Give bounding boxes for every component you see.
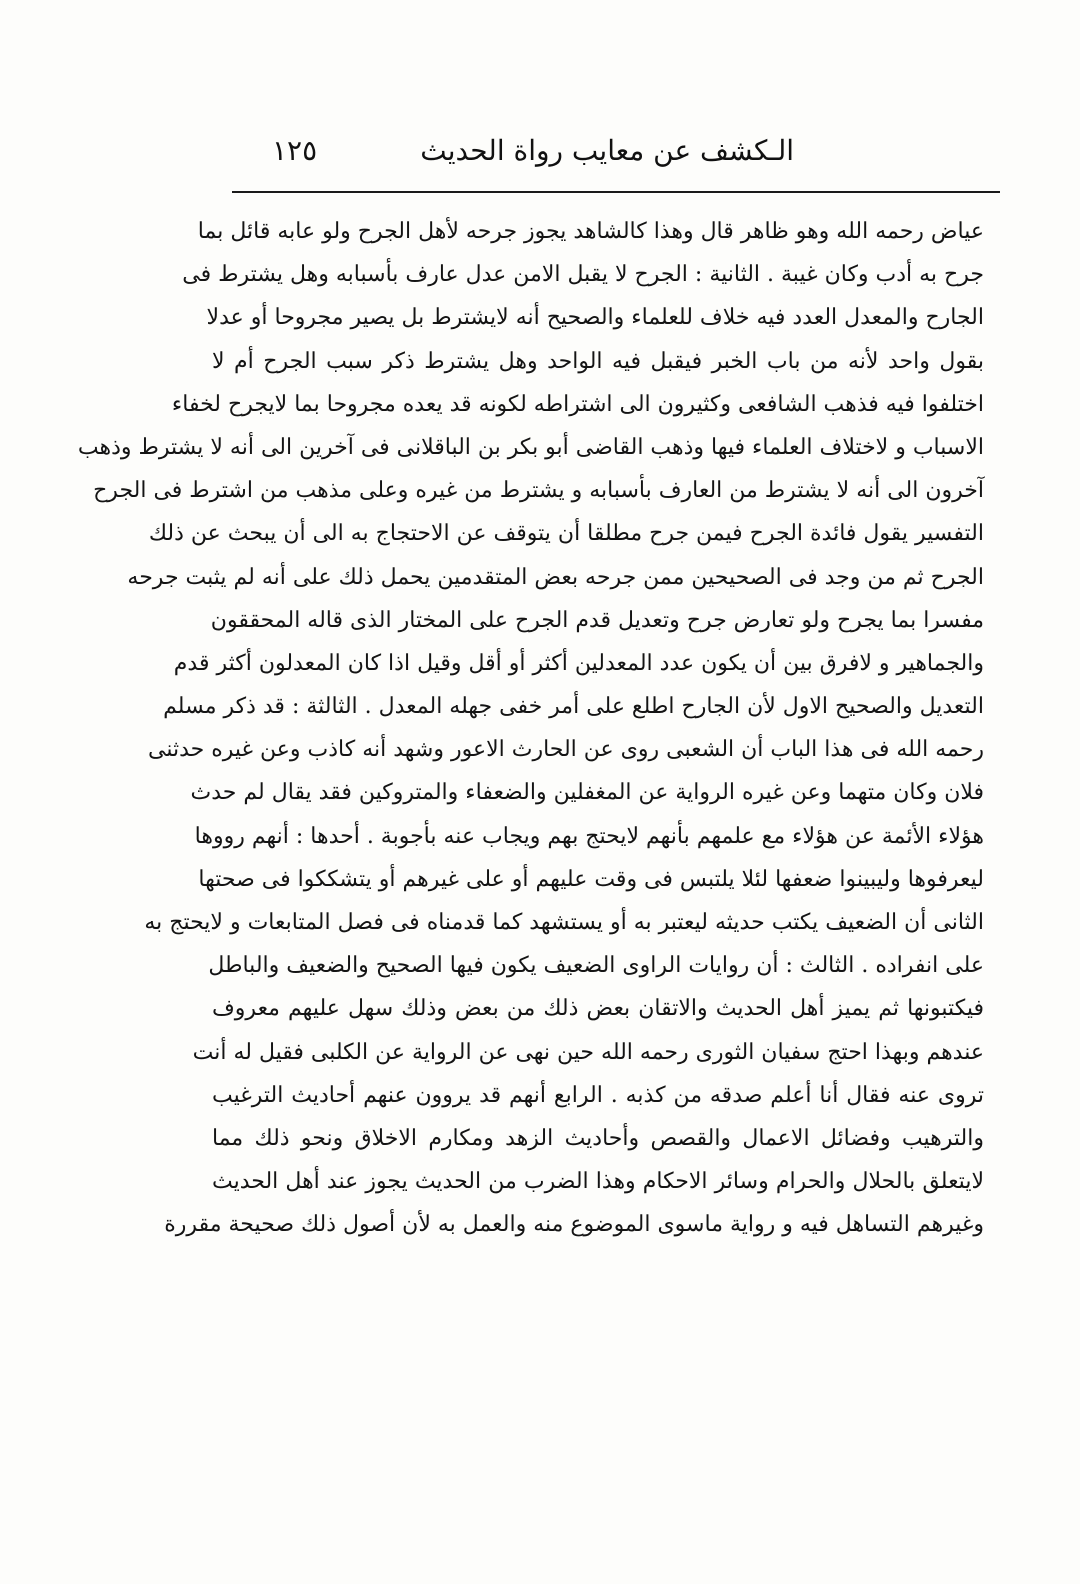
- text-line-19: فيكتبونها ثم يميز أهل الحديث والاتقان بعض ذلك من بعض وذلك سهل عليهم معروف: [212, 996, 984, 1022]
- text-line-17: الثانى أن الضعيف يكتب حديثه ليعتبر به أو يستشهد كما قدمناه فى فصل المتابعات و لايحتج به: [144, 910, 984, 935]
- text-line-13: رحمه الله فى هذا الباب أن الشعبى روى عن الحارث الاعور وشهد أنه كاذب وعن غيره حدثنى: [148, 737, 984, 763]
- text-line-22: والترهيب وفضائل الاعمال والقصص وأحاديث الزهد ومكارم الاخلاق ونحو ذلك مما: [212, 1125, 984, 1151]
- text-line-14: فلان وكان متهما وعن غيره الرواية عن المغفلين والضعفاء والمتروكين فقد يقال لم حدث: [190, 780, 984, 806]
- text-line-24: وغيرهم التساهل فيه و رواية ماسوى الموضوع منه والعمل به لأن أصول ذلك صحيحة مقررة: [164, 1212, 984, 1238]
- text-line-7: آخرون الى أنه لا يشترط من العارف بأسبابه و يشترط من غيره وعلى مذهب من اشترط فى الجرح: [93, 478, 984, 504]
- text-line-1: عياض رحمه الله وهو ظاهر قال وهذا كالشاهد يجوز جرحه لأهل الجرح ولو عابه قائل بما: [197, 219, 984, 244]
- text-line-11: والجماهير و لافرق بين أن يكون عدد المعدلين أكثر أو أقل وقيل اذا كان المعدلون أكثر قدم: [173, 650, 984, 676]
- page-number: ١٢٥: [272, 134, 318, 167]
- text-line-21: تروى عنه فقال أنا أعلم صدقه من كذبه . الرابع أنهم قد يروون عنهم أحاديث الترغيب: [212, 1082, 984, 1108]
- text-line-8: التفسير يقول فائدة الجرح فيمن جرح مطلقا أن يتوقف عن الاحتجاج به الى أن يبحث عن ذلك: [148, 521, 984, 547]
- text-line-9: الجرح ثم من وجد فى الصحيحين ممن جرحه بعض المتقدمين يحمل ذلك على أنه لم يثبت جرحه: [127, 564, 984, 590]
- text-line-2: جرح به أدب وكان غيبة . الثانية : الجرح لا يقبل الامن عدل عارف بأسبابه وهل يشترط فى: [182, 262, 984, 288]
- body-text: [77, 210, 984, 1247]
- text-line-5: اختلفوا فيه فذهب الشافعى وكثيرون الى اشتراطه لكونه قد يعده مجروحا بما لايجرح لخفاء: [171, 391, 984, 417]
- header-rule: [232, 191, 1000, 193]
- text-line-6: الاسباب و لاختلاف العلماء فيها وذهب القاضى أبو بكر بن الباقلانى فى آخرين الى أنه لا يشترط وذهب: [77, 434, 984, 460]
- text-line-20: عندهم وبهذا احتج سفيان الثورى رحمه الله حين نهى عن الرواية عن الكلبى فقيل له أنت: [192, 1039, 984, 1065]
- running-header: [232, 118, 1000, 190]
- text-line-23: لايتعلق بالحلال والحرام وسائر الاحكام وهذا الضرب من الحديث يجوز عند أهل الحديث: [212, 1169, 984, 1195]
- text-line-16: ليعرفوها وليبينوا ضعفها لئلا يلتبس فى وقت عليهم أو على غيرهم أو يتشككوا فى صحتها: [198, 866, 984, 892]
- text-line-15: هؤلاء الأئمة عن هؤلاء مع علمهم بأنهم لايحتج بهم ويجاب عنه بأجوبة . أحدها : أنهم رووها: [194, 823, 984, 849]
- text-line-18: على انفراده . الثالث : أن روايات الراوى الضعيف يكون فيها الصحيح والضعيف والباطل: [208, 953, 984, 979]
- text-line-10: مفسرا بما يجرح ولو تعارض جرح وتعديل قدم الجرح على المختار الذى قاله المحققون: [210, 607, 984, 633]
- text-line-3: الجارح والمعدل العدد فيه خلاف للعلماء والصحيح أنه لايشترط بل يصير مجروحا أو عدلا: [206, 305, 984, 331]
- running-title: الـكشف عن معايب رواة الحديث: [420, 134, 794, 167]
- text-line-4: بقول واحد لأنه من باب الخبر فيقبل فيه الواحد وهل يشترط ذكر سبب الجرح أم لا: [212, 348, 984, 374]
- text-line-12: التعديل والصحيح الاول لأن الجارح اطلع على أمر خفى جهله المعدل . الثالثة : قد ذكر مسلم: [163, 694, 984, 720]
